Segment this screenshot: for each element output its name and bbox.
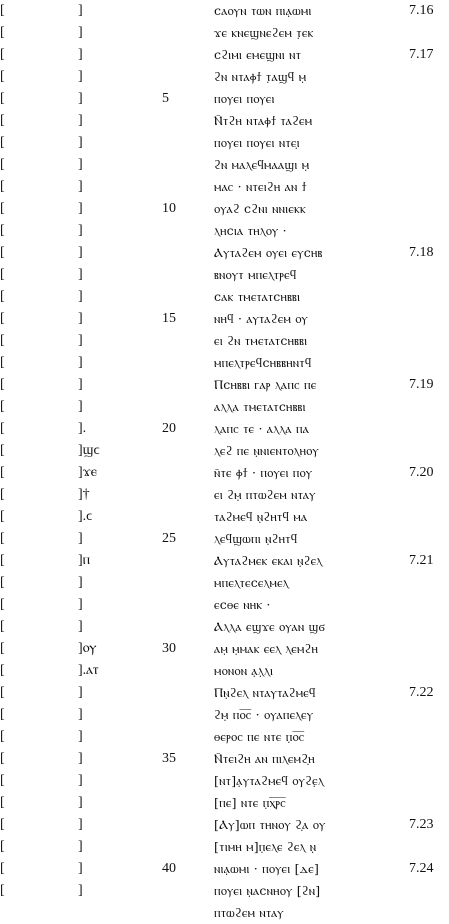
text-line (0, 352, 449, 374)
coptic-text: ϲϩⲓⲙⲓ ⲉⲙⲉϣⲛⲓ ⲛⲧ (214, 47, 302, 62)
text-line (0, 484, 449, 506)
fragment-text: ] (78, 597, 83, 612)
verse-ref: 7.23 (409, 817, 434, 832)
coptic-text: ⲡⲟⲩⲉⲓ ⲡⲟⲩⲉⲓ (214, 91, 275, 106)
left-bracket: [ (0, 3, 5, 18)
text-line (0, 396, 449, 418)
left-bracket: [ (0, 223, 5, 238)
left-bracket: [ (0, 597, 5, 612)
verse-ref: 7.18 (409, 245, 434, 260)
line-number: 5 (162, 91, 169, 106)
coptic-text: [ⲛⲧ]ⲁ̣ⲩⲧⲁϩⲙⲉϥ ⲟⲩ̣ϩⲉ̣ⲗ (214, 773, 324, 788)
verse-ref: 7.20 (409, 465, 434, 480)
left-bracket: [ (0, 399, 5, 414)
left-bracket: [ (0, 465, 5, 480)
text-line (0, 704, 449, 726)
left-bracket: [ (0, 707, 5, 722)
left-bracket: [ (0, 135, 5, 150)
coptic-text: ⲗⲉϥϣⲱⲡⲓ ⲛ̣ϩⲏⲧϥ (214, 531, 298, 546)
coptic-text: ⲡⲧⲱϩⲉⲙ ⲛⲧⲁⲩ (214, 905, 284, 920)
text-line (0, 88, 449, 110)
coptic-text: ϩⲛ ⲙⲁⲗⲉϥⲙⲁⲁϣⲓ ⲙ̣ (214, 157, 310, 172)
text-line (0, 374, 449, 396)
left-bracket: [ (0, 773, 5, 788)
left-bracket: [ (0, 421, 5, 436)
fragment-text: ] (78, 531, 83, 546)
fragment-text: ] (78, 619, 83, 634)
text-line (0, 594, 449, 616)
coptic-text: ⲁⲗⲗⲁ ⲧⲙⲉⲧⲁⲧϲⲏⲃⲃⲓ (214, 399, 306, 414)
fragment-text: ] (78, 883, 83, 898)
coptic-text: [ⲧⲓⲙⲏ ⲙ]ⲡ̣ⲉⲗⲉ ϩⲉⲗ ⲛ̣ (214, 839, 317, 854)
left-bracket: [ (0, 883, 5, 898)
fragment-text: ]ϣϲ (78, 443, 100, 458)
coptic-text: ⲉⲓ ϩⲙ̣ ⲡⲧⲱϩⲉⲙ ⲛⲧⲁⲩ (214, 487, 316, 502)
coptic-text: ⲉⲓ ϩⲛ ⲧⲙⲉⲧⲁⲧϲⲏⲃⲃⲓ (214, 333, 308, 348)
fragment-text: ] (78, 355, 83, 370)
text-line (0, 198, 449, 220)
fragment-text: ] (78, 795, 83, 810)
text-line (0, 770, 449, 792)
text-line (0, 462, 449, 484)
coptic-text: ⲃⲛⲟⲩⲧ ⲙⲡⲉⲗⲧⲣⲉϥ (214, 267, 297, 282)
fragment-text: ] (78, 333, 83, 348)
fragment-text: ] (78, 157, 83, 172)
fragment-text: ] (78, 179, 83, 194)
text-line (0, 440, 449, 462)
left-bracket: [ (0, 25, 5, 40)
text-line (0, 902, 449, 924)
text-line (0, 814, 449, 836)
left-bracket: [ (0, 289, 5, 304)
left-bracket: [ (0, 47, 5, 62)
verse-ref: 7.19 (409, 377, 434, 392)
text-line (0, 880, 449, 902)
left-bracket: [ (0, 311, 5, 326)
fragment-text: ] (78, 201, 83, 216)
text-line (0, 418, 449, 440)
fragment-text: ]† (78, 487, 90, 502)
fragment-text: ] (78, 751, 83, 766)
verse-ref: 7.22 (409, 685, 434, 700)
text-line (0, 616, 449, 638)
left-bracket: [ (0, 245, 5, 260)
text-line (0, 572, 449, 594)
left-bracket: [ (0, 91, 5, 106)
text-line (0, 0, 449, 22)
coptic-text: ⲙⲡⲉⲗⲧⲣⲉϥϲⲏⲃⲃⲏⲛⲧϥ (214, 355, 312, 370)
left-bracket: [ (0, 201, 5, 216)
text-line (0, 154, 449, 176)
fragment-text: ] (78, 91, 83, 106)
left-bracket: [ (0, 179, 5, 194)
fragment-text: ] (78, 47, 83, 62)
coptic-text: ⲡⲟⲩⲉⲓ ⲛ̣ⲁϲⲛⲏⲟⲩ [ϩⲛ] (214, 883, 321, 898)
fragment-text: ] (78, 135, 83, 150)
text-line (0, 22, 449, 44)
coptic-text: ⲉϲⲑⲉ ⲛⲏⲕ · (214, 597, 271, 612)
fragment-text: ]ϫⲉ (78, 465, 98, 480)
left-bracket: [ (0, 333, 5, 348)
text-line (0, 550, 449, 572)
fragment-text: ] (78, 399, 83, 414)
coptic-text: Ⲁⲩⲧⲁϩⲉⲙ ⲟⲩⲉⲓ ⲉⲩϲⲏⲃ (214, 245, 323, 260)
left-bracket: [ (0, 751, 5, 766)
left-bracket: [ (0, 69, 5, 84)
fragment-text: ] (78, 685, 83, 700)
coptic-text: ⲛⲏϥ · ⲁⲩⲧⲁϩⲉⲙ ⲟⲩ (214, 311, 308, 326)
fragment-text: ] (78, 729, 83, 744)
fragment-text: ] (78, 861, 83, 876)
text-line (0, 44, 449, 66)
text-line (0, 66, 449, 88)
coptic-text: ⲧⲁϩⲙⲉϥ ⲛ̣ϩⲏⲧϥ ⲙⲁ (214, 509, 308, 524)
coptic-text: ⲛ̄ⲧⲉ ⲫϯ · ⲡⲟⲩⲉⲓ ⲡⲟⲩ (214, 465, 313, 480)
fragment-text: ] (78, 113, 83, 128)
left-bracket: [ (0, 817, 5, 832)
coptic-text: Ⲁⲗⲗⲁ ⲉϣϫⲉ ⲟⲩⲁⲛ ϣϭ (214, 619, 326, 634)
fragment-text: ].ϲ (78, 509, 93, 524)
text-line (0, 836, 449, 858)
coptic-text: ⲗⲉϩ ⲡⲉ ⲛ̣ⲛⲓⲉⲛⲧⲟⲗⲏⲟⲩ (214, 443, 319, 458)
fragment-text: ] (78, 3, 83, 18)
left-bracket: [ (0, 267, 5, 282)
text-line (0, 132, 449, 154)
fragment-text: ] (78, 707, 83, 722)
coptic-text: ϫⲉ ⲕⲛⲉϣⲛⲉϩⲉⲙ ⲧ̣ⲉⲕ (214, 25, 314, 40)
left-bracket: [ (0, 729, 5, 744)
verse-ref: 7.24 (409, 861, 434, 876)
fragment-text: ]ⲟⲩ (78, 641, 97, 656)
line-number: 10 (162, 201, 176, 216)
text-line (0, 858, 449, 880)
text-line (0, 220, 449, 242)
text-line (0, 308, 449, 330)
text-line (0, 264, 449, 286)
line-number: 35 (162, 751, 176, 766)
coptic-text: ⲗⲏϲⲓⲁ ⲧⲏⲗⲟⲩ · (214, 223, 287, 238)
fragment-text: ]ⲡ (78, 553, 90, 568)
left-bracket: [ (0, 443, 5, 458)
fragment-text: ] (78, 289, 83, 304)
text-line (0, 506, 449, 528)
coptic-text: ϲⲁⲕ ⲧⲙⲉⲧⲁⲧϲⲏⲃⲃⲓ (214, 289, 301, 304)
left-bracket: [ (0, 861, 5, 876)
fragment-text: ] (78, 267, 83, 282)
left-bracket: [ (0, 531, 5, 546)
left-bracket: [ (0, 113, 5, 128)
fragment-text: ].ⲁⲧ (78, 663, 99, 678)
left-bracket: [ (0, 553, 5, 568)
text-line (0, 638, 449, 660)
text-line (0, 726, 449, 748)
coptic-text: Ⲛ̄ⲧⲉⲓϩⲏ ⲁⲛ ⲡⲓⲗⲉⲙϩ̣ⲏ (214, 751, 315, 766)
text-line (0, 286, 449, 308)
line-number: 25 (162, 531, 176, 546)
fragment-text: ] (78, 311, 83, 326)
fragment-text: ] (78, 817, 83, 832)
coptic-text: ϩⲛ ⲛⲧⲁⲫϯ ⲧ̣ⲁϣϥ ⲙ̣ (214, 69, 307, 84)
left-bracket: [ (0, 377, 5, 392)
text-line (0, 660, 449, 682)
left-bracket: [ (0, 663, 5, 678)
coptic-text: ϩⲙ̣ ⲡⲟ̅ⲥ̅ · ⲟⲩⲁⲡⲉⲗⲉⲩ (214, 707, 314, 722)
fragment-text: ] (78, 223, 83, 238)
left-bracket: [ (0, 839, 5, 854)
left-bracket: [ (0, 509, 5, 524)
fragment-text: ] (78, 773, 83, 788)
left-bracket: [ (0, 619, 5, 634)
coptic-text: Ⲛ̄ⲧϩⲏ ⲛⲧⲁⲫϯ ⲧⲁϩⲉⲙ (214, 113, 313, 128)
text-line (0, 242, 449, 264)
line-number: 15 (162, 311, 176, 326)
fragment-text: ]. (78, 421, 87, 436)
coptic-text: ⲁⲙ̣ ⲙ̣ⲙⲁⲕ ⲉⲉⲗ ⲗⲉⲙϩⲏ (214, 641, 319, 656)
text-line (0, 528, 449, 550)
fragment-text: ] (78, 839, 83, 854)
coptic-text: ⲡⲟⲩⲉⲓ ⲡⲟⲩⲉⲓ ⲛⲧⲉⲓ̣ (214, 135, 300, 150)
fragment-text: ] (78, 377, 83, 392)
coptic-text: [ⲡⲉ] ⲛⲧⲉ ⲡ̣ⲭ̅ⲣ̅ⲥ̅ (214, 795, 286, 810)
coptic-text: ⲗⲁⲡⲥ ⲧⲉ · ⲁⲗⲗⲁ ⲡⲁ (214, 421, 310, 436)
verse-ref: 7.17 (409, 47, 434, 62)
text-line (0, 682, 449, 704)
text-line (0, 748, 449, 770)
left-bracket: [ (0, 487, 5, 502)
text-line (0, 792, 449, 814)
coptic-text: ⲙⲡⲉⲗⲧⲉϲⲉⲗⲙⲉⲗ (214, 575, 289, 590)
coptic-text: Ⲡⲛ̣ϩⲉⲗ ⲛⲧⲁⲩⲧⲁϩⲙⲉϥ (214, 685, 316, 700)
coptic-text: Ⲁⲩⲧⲁϩⲙⲉⲕ ⲉⲕⲁⲓ ⲛ̣ϩⲉⲗ (214, 553, 323, 568)
line-number: 40 (162, 861, 176, 876)
text-line (0, 110, 449, 132)
left-bracket: [ (0, 641, 5, 656)
coptic-text: ⲑⲉⲣⲟⲥ ⲡⲉ ⲛⲧⲉ ⲡ̣ⲟ̅ⲥ̅ (214, 729, 305, 744)
coptic-text: ⲙⲁⲥ · ⲛⲧⲉⲓϩⲏ ⲁⲛ ϯ (214, 179, 307, 194)
line-number: 20 (162, 421, 176, 436)
coptic-text: ϲⲁⲟⲩⲛ ⲧⲱⲛ ⲡⲓⲁ̣ⲱⲙⲓ (214, 3, 312, 18)
coptic-text: Ⲡϲⲏⲃⲃⲓ ⲅⲁⲣ ⲗⲁⲡⲥ ⲡⲉ (214, 377, 317, 392)
coptic-text: [Ⲁⲩ]ⲱⲡ ⲧⲏⲛⲟⲩ ϩ̣ⲁ ⲟⲩ (214, 817, 326, 832)
left-bracket: [ (0, 685, 5, 700)
coptic-text: ⲛⲓⲁ̣ⲱⲙⲓ · ⲡⲟⲩⲉⲓ [ⲇⲉ] (214, 861, 320, 876)
left-bracket: [ (0, 157, 5, 172)
left-bracket: [ (0, 795, 5, 810)
text-line (0, 330, 449, 352)
coptic-text: ⲙⲟⲛⲟⲛ ⲁ̣ⲗ̣ⲗⲓ (214, 663, 274, 678)
fragment-text: ] (78, 69, 83, 84)
text-line (0, 176, 449, 198)
coptic-text: ⲟⲩⲁϩ ϲϩⲛⲓ ⲛⲛⲓⲉⲕⲕ (214, 201, 306, 216)
left-bracket: [ (0, 355, 5, 370)
fragment-text: ] (78, 245, 83, 260)
verse-ref: 7.21 (409, 553, 434, 568)
verse-ref: 7.16 (409, 3, 434, 18)
left-bracket: [ (0, 575, 5, 590)
fragment-text: ] (78, 25, 83, 40)
line-number: 30 (162, 641, 176, 656)
fragment-text: ] (78, 575, 83, 590)
